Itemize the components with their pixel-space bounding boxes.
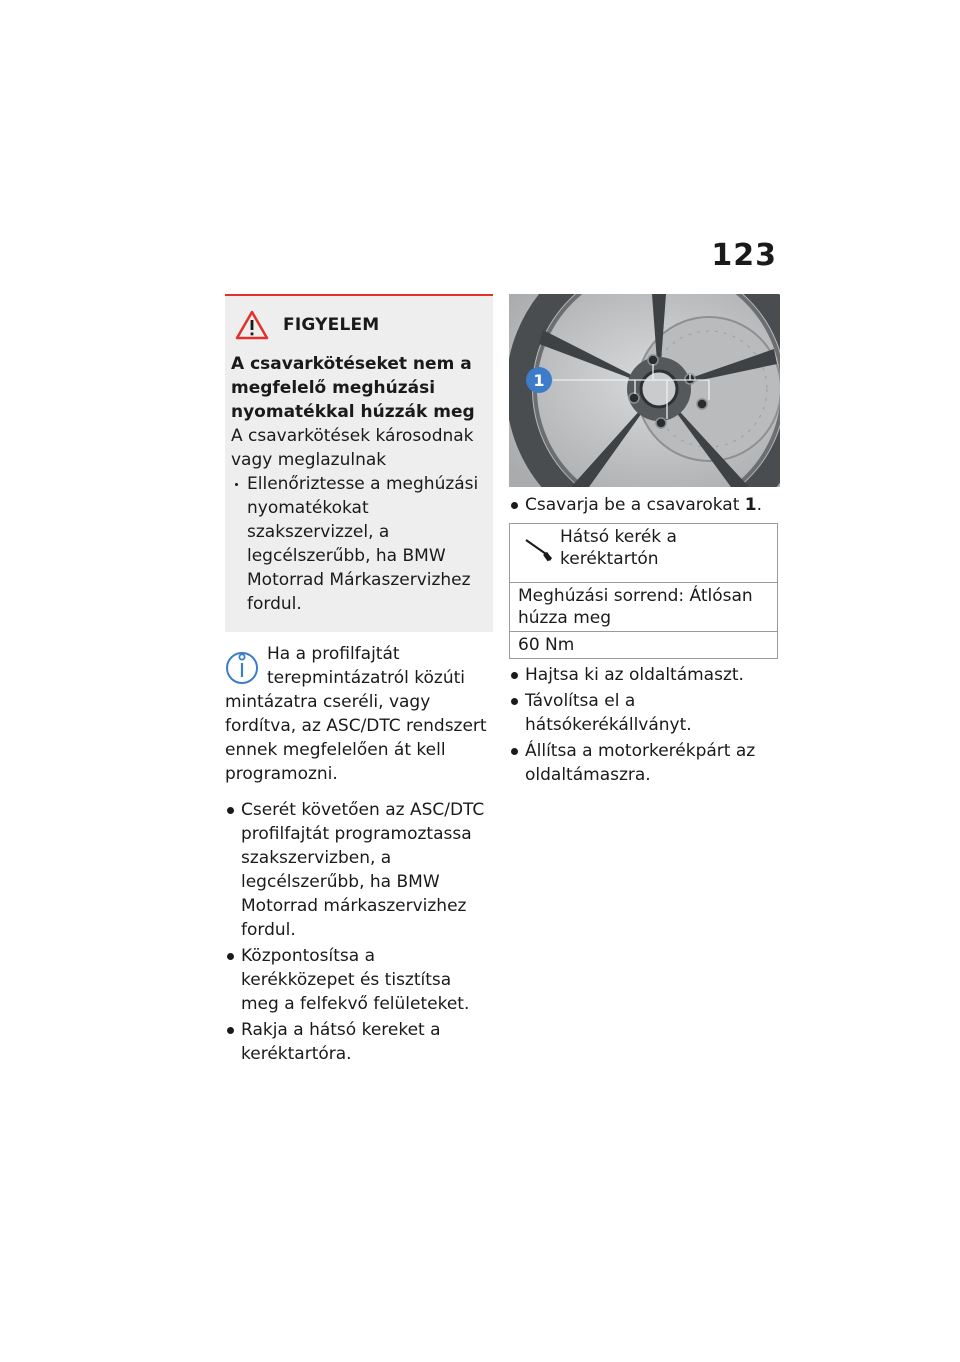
list-item: Hajtsa ki az oldaltámaszt. [509,663,780,687]
right-step-list [509,493,780,517]
info-icon [225,646,259,686]
warning-text: A csavarkötések károsodnak vagy meglazulnak [231,426,474,470]
warning-box [225,294,493,632]
page-number: 123 [711,238,777,273]
list-item: Központosítsa a kerékközepet és tisztítsa meg a felfekvő felületeket. [225,944,493,1016]
left-bullet-list [225,798,493,1066]
info-text: Ha a profilfajtát terepmintázatról közúti mintázatra cseréli, vagy fordítva, az ASC/DTC rendszert ennek megfelelően át kell programozni. [225,644,487,784]
warning-header [231,310,483,340]
wheel-photo [509,294,780,487]
torque-wrench-icon [524,536,554,562]
torque-value-cell: 60 Nm [510,632,778,659]
torque-table [509,523,778,659]
warning-bullet-list [231,472,483,616]
rear-wheel-illustration [509,294,780,487]
tool-label: Hátsó kerék a keréktartón [560,527,677,569]
step-text: Csavarja be a csavarokat [525,495,745,515]
info-note [225,642,493,786]
right-column [509,294,780,789]
right-bullet-list [509,663,780,787]
list-item: Rakja a hátsó kereket a keréktartóra. [225,1018,493,1066]
tool-cell [510,524,778,583]
list-item: Cserét követően az ASC/DTC profilfajtát programoztassa szakszervizben, a legcélszerűbb, ha BMW Motorrad márkaszervizhez fordul. [225,798,493,942]
left-column [225,294,493,1068]
sequence-cell: Meghúzási sorrend: Átlósan húzza meg [510,583,778,632]
list-item: Állítsa a motorkerékpárt az oldaltámaszra. [509,739,780,787]
step-callout-ref: 1 [744,495,757,515]
list-item: Távolítsa el a hátsókerékállványt. [509,689,780,737]
warning-triangle-icon [235,310,269,340]
warning-bullet: Ellenőriztesse a meghúzási nyomatékokat szakszervizzel, a legcélszerűbb, ha BMW Motorrad Márkaszervizhez fordul. [231,472,483,616]
callout-number: 1 [533,371,545,390]
step-end: . [756,495,763,515]
warning-title: FIGYELEM [283,315,380,335]
list-item [509,493,780,517]
warning-heading-text: A csavarkötéseket nem a megfelelő meghúzási nyomatékkal húzzák meg [231,354,475,422]
